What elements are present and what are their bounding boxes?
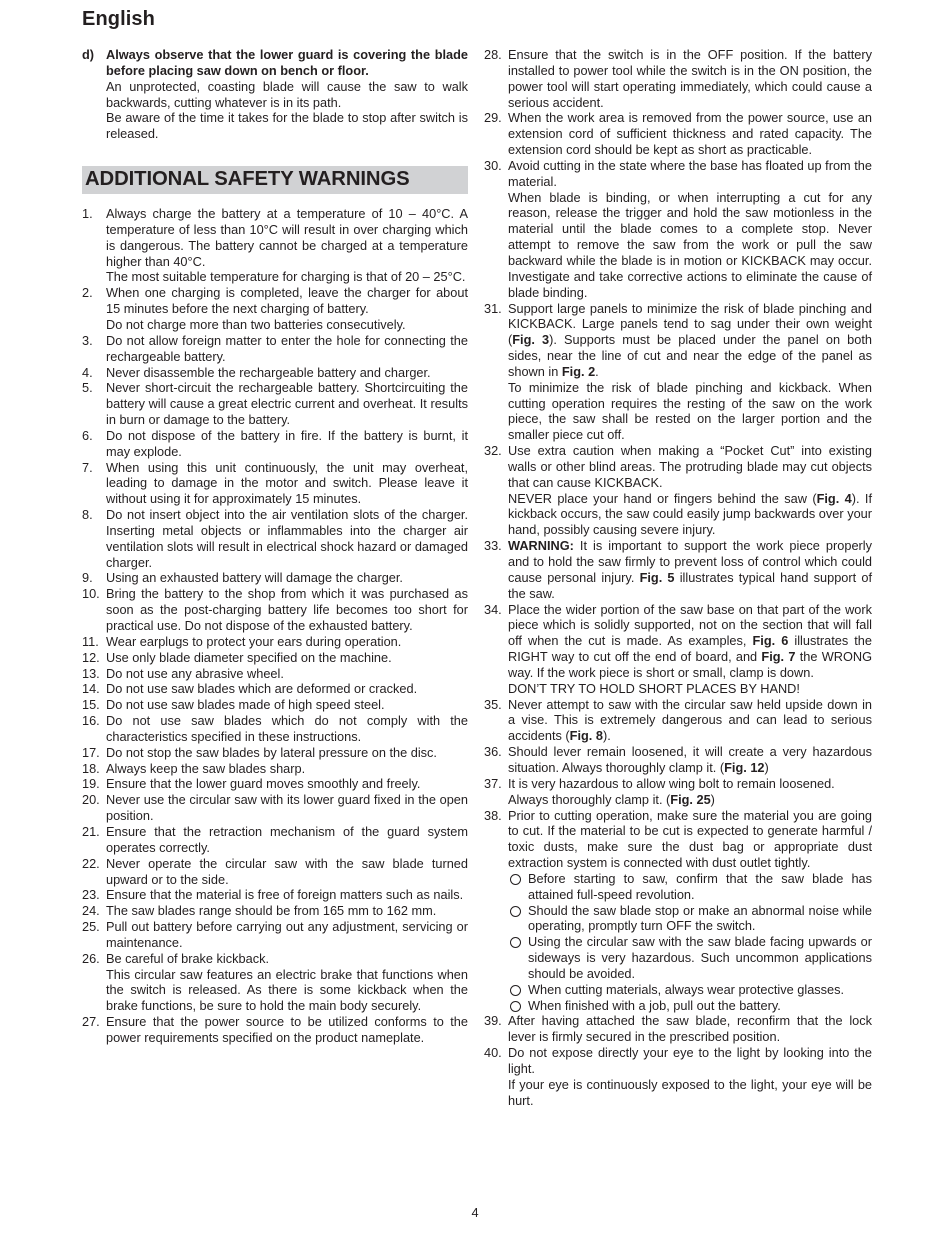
item-number: 5.	[82, 380, 93, 396]
item-text: This circular saw features an electric brake that functions when the switch is released. As there is some kickback when the brake functions, be sure to hold the main body securely.	[106, 966, 468, 1014]
list-item-30	[484, 158, 872, 301]
list-item	[82, 586, 468, 634]
item-number: 10.	[82, 586, 100, 602]
item-text: Always thoroughly clamp it. (Fig. 25)	[508, 791, 715, 807]
item-text: When blade is binding, or when interrupting a cut for any reason, release the trigger and hold the saw motionless in the material until the blade comes to a complete stop. Never attempt to remove the saw from the work or pull the saw backward while the blade is in motion or KICKBACK may occur. Investigate and take corrective actions to eliminate the cause of blade binding.	[508, 189, 872, 300]
bullet-text: Using the circular saw with the saw blade facing upwards or sideways is very hazardous. Such uncommon applications should be avoided.	[528, 934, 872, 981]
item-number: 16.	[82, 713, 100, 729]
item-text: Do not dispose of the battery in fire. If the battery is burnt, it may explode.	[106, 427, 468, 459]
list-item	[82, 460, 468, 508]
list-item	[82, 650, 468, 666]
intro-paragraph: Be aware of the time it takes for the blade to stop after switch is released.	[106, 110, 468, 142]
intro-bold-warning: Always observe that the lower guard is covering the blade before placing saw down on bench or floor.	[106, 47, 468, 78]
item-number: 30.	[484, 157, 502, 173]
item-text: Do not expose directly your eye to the light by looking into the light.	[508, 1045, 872, 1076]
item-text: NEVER place your hand or fingers behind the saw (Fig. 4). If kickback occurs, the saw could easily jump backwards over your hand, possibly causing severe injury.	[508, 490, 872, 538]
list-item-37	[484, 776, 872, 808]
list-item-40	[484, 1045, 872, 1108]
item-text: Place the wider portion of the saw base on that part of the work piece which is solidly supported, not on the section that will fall off when the cut is made. As examples, Fig. 6 illustrates the RIGHT way to cut off the end of board, and Fig. 7 the WRONG way. If the work piece is short or small, clamp is down.	[508, 601, 872, 680]
figure-reference: Fig. 2	[561, 363, 596, 379]
item-text: Never operate the circular saw with the saw blade turned upward or to the side.	[106, 855, 468, 887]
item-number: 18.	[82, 760, 100, 776]
bullet-item	[508, 998, 872, 1014]
item-text: Pull out battery before carrying out any adjustment, servicing or maintenance.	[106, 919, 468, 950]
list-item	[82, 285, 468, 333]
item-text: Never attempt to saw with the circular saw held upside down in a vise. This is extremely dangerous and can lead to serious accidents (Fig. 8).	[508, 696, 872, 744]
item-text: The most suitable temperature for charging is that of 20 – 25°C.	[106, 269, 466, 285]
item-number: 21.	[82, 823, 100, 839]
list-item-39	[484, 1013, 872, 1045]
item-number: 13.	[82, 665, 100, 681]
item-number: 32.	[484, 443, 502, 459]
list-item	[82, 761, 468, 777]
list-item-29	[484, 110, 872, 158]
item-text: Do not insert object into the air ventilation slots of the charger. Inserting metal objects or inflammables into the charger air ventilation slots will result in electrical shock hazard or damaged charger.	[106, 507, 468, 570]
item-text: When the work area is removed from the power source, use an extension cord of sufficient thickness and rated capacity. The extension cord should be kept as short as practicable.	[508, 110, 872, 158]
item-text: Ensure that the retraction mechanism of the guard system operates correctly.	[106, 823, 468, 855]
item-text: Do not use saw blades made of high speed steel.	[106, 697, 385, 713]
bullet-item	[508, 982, 872, 998]
item-text: Use extra caution when making a “Pocket Cut” into existing walls or other blind areas. The protruding blade may cut objects that can cause KICKBACK.	[508, 443, 872, 490]
list-item	[82, 903, 468, 919]
list-item	[82, 681, 468, 697]
item-number: 28.	[484, 47, 502, 62]
warnings-list-left	[82, 206, 468, 1046]
item-text: WARNING: It is important to support the work piece properly and to hold the saw firmly to prevent loss of control which could cause personal injury. Fig. 5 illustrates typical hand support of the saw.	[508, 538, 873, 601]
item-text: Do not use any abrasive wheel.	[106, 665, 284, 681]
item-number: 11.	[82, 633, 99, 649]
item-text: Ensure that the material is free of foreign matters such as nails.	[106, 887, 464, 903]
figure-reference: Fig. 5	[639, 569, 675, 585]
bullet-text: When cutting materials, always wear protective glasses.	[528, 981, 845, 997]
page-number: 4	[471, 1205, 479, 1220]
list-item	[82, 570, 468, 586]
section-heading-bar	[82, 166, 468, 194]
left-column	[82, 47, 468, 1046]
list-item-36	[484, 744, 872, 776]
list-item	[82, 333, 468, 365]
item-text: After having attached the saw blade, reconfirm that the lock lever is firmly secured in the prescribed position.	[508, 1013, 872, 1045]
bullet-text: Should the saw blade stop or make an abnormal noise while operating, promptly turn OFF the switch.	[528, 902, 872, 934]
item-number: 29.	[484, 110, 502, 126]
bullet-text: When finished with a job, pull out the battery.	[528, 997, 781, 1013]
item-number: 7.	[82, 459, 93, 475]
item-text: To minimize the risk of blade pinching and kickback. When cutting operation requires the resting of the saw on the work piece, the saw shall be rested on the larger portion and the smaller piece cut off.	[508, 379, 872, 443]
item-number: 34.	[484, 601, 502, 617]
list-item-35	[484, 697, 872, 745]
list-item	[82, 1014, 468, 1046]
item-number: 9.	[82, 570, 93, 586]
item-text: If your eye is continuously exposed to the light, your eye will be hurt.	[508, 1076, 872, 1108]
list-item	[82, 634, 468, 650]
item-number: 1.	[82, 206, 93, 222]
item-text: Be careful of brake kickback.	[106, 950, 269, 966]
figure-reference: Fig. 4	[816, 490, 852, 506]
list-item	[82, 745, 468, 761]
item-text: When using this unit continuously, the unit may overheat, leading to damage in the motor and switch. Please leave it without using it for approximately 15 minutes.	[106, 459, 468, 507]
item-text: Using an exhausted battery will damage the charger.	[106, 570, 403, 586]
item-number: 22.	[82, 855, 100, 871]
circle-bullet-icon	[510, 937, 521, 948]
item-number: 3.	[82, 332, 93, 348]
item-text: Never use the circular saw with its lower guard fixed in the open position.	[106, 792, 468, 824]
item-number: 35.	[484, 696, 502, 712]
item-number: 20.	[82, 792, 100, 808]
list-item	[82, 856, 468, 888]
item-text: Always charge the battery at a temperature of 10 – 40°C. A temperature of less than 10°C will result in over charging which is dangerous. The battery cannot be charged at a temperature higher than 40°C.	[106, 206, 468, 269]
item-number: 2.	[82, 285, 93, 301]
item-text: It is very hazardous to allow wing bolt to remain loosened.	[508, 775, 835, 791]
item-number: 8.	[82, 507, 93, 523]
figure-reference: Fig. 25	[670, 791, 711, 807]
item-number: 6.	[82, 427, 93, 443]
circle-bullet-icon	[510, 985, 521, 996]
bullet-item	[508, 871, 872, 903]
list-item-38	[484, 808, 872, 1014]
item-number: 40.	[484, 1045, 502, 1061]
item-number: 36.	[484, 744, 502, 760]
item-text: Do not use saw blades which do not comply with the characteristics specified in these instructions.	[106, 713, 468, 744]
item-number: 12.	[82, 649, 100, 665]
list-item	[82, 666, 468, 682]
intro-paragraph: An unprotected, coasting blade will cause the saw to walk backwards, cutting whatever is in its path.	[106, 78, 468, 110]
item-text: Ensure that the lower guard moves smoothly and freely.	[106, 776, 421, 792]
item-number: 31.	[484, 300, 502, 316]
figure-reference: Fig. 3	[512, 332, 550, 348]
item-text: The saw blades range should be from 165 mm to 162 mm.	[106, 903, 437, 919]
circle-bullet-icon	[510, 1001, 521, 1012]
warning-label: WARNING:	[508, 538, 574, 554]
item-number: 33.	[484, 538, 502, 554]
item-text: When one charging is completed, leave the charger for about 15 minutes before the next charging of battery.	[106, 285, 468, 317]
item-number: 37.	[484, 775, 502, 791]
item-text: Avoid cutting in the state where the base has floated up from the material.	[508, 157, 872, 189]
intro-item-d	[82, 47, 468, 142]
list-item	[82, 919, 468, 951]
list-item-33	[484, 538, 872, 601]
list-item	[82, 713, 468, 745]
circle-bullet-icon	[510, 874, 521, 885]
item-text: Should lever remain loosened, it will create a very hazardous situation. Always thoroughly clamp it. (Fig. 12)	[508, 744, 872, 775]
item-text: Support large panels to minimize the risk of blade pinching and KICKBACK. Large panels tend to sag under their own weight (Fig. 3). Supports must be placed under the panel on both sides, near the line of cut and near the edge of the panel as shown in Fig. 2.	[508, 300, 872, 379]
item-number: 4.	[82, 364, 93, 380]
list-item	[82, 951, 468, 1014]
item-text: DON’T TRY TO HOLD SHORT PLACES BY HAND!	[508, 680, 800, 696]
item-text: Never disassemble the rechargeable battery and charger.	[106, 364, 431, 380]
item-text: Bring the battery to the shop from which it was purchased as soon as the post-charging battery life becomes too short for practical use. Do not dispose of the exhausted battery.	[106, 586, 468, 633]
item-text: Ensure that the power source to be utilized conforms to the power requirements specified on the product nameplate.	[106, 1014, 468, 1045]
item-text: Wear earplugs to protect your ears during operation.	[106, 633, 402, 649]
item-text: Prior to cutting operation, make sure the material you are going to cut. If the material to be cut is expected to generate harmful / toxic dusts, make sure the dust bag or appropriate dust extraction system is connected with dust outlet tightly.	[508, 807, 872, 871]
item-text: Do not stop the saw blades by lateral pressure on the disc.	[106, 744, 437, 760]
item-text: Ensure that the switch is in the OFF position. If the battery installed to power tool while the switch is in the ON position, the power tool will start operating immediately, which could cause a serious accident.	[508, 47, 872, 110]
item-number: 39.	[484, 1013, 502, 1029]
list-item	[82, 206, 468, 285]
list-item	[82, 428, 468, 460]
list-item	[82, 697, 468, 713]
item-number: 25.	[82, 919, 100, 935]
item-number: 26.	[82, 950, 100, 966]
circle-bullet-icon	[510, 906, 521, 917]
item-letter: d)	[82, 47, 95, 62]
bullet-text: Before starting to saw, confirm that the saw blade has attained full-speed revolution.	[528, 870, 872, 902]
list-item-32	[484, 443, 872, 538]
right-column	[484, 47, 872, 1109]
list-item	[82, 887, 468, 903]
language-header: English	[82, 8, 155, 30]
item-number: 38.	[484, 807, 502, 823]
list-item	[82, 365, 468, 381]
item-text: Do not allow foreign matter to enter the hole for connecting the rechargeable battery.	[106, 332, 468, 364]
figure-reference: Fig. 8	[569, 728, 603, 744]
list-item	[82, 507, 468, 570]
list-item	[82, 824, 468, 856]
figure-reference: Fig. 7	[761, 649, 796, 665]
item-text: Always keep the saw blades sharp.	[106, 760, 306, 776]
list-item	[82, 776, 468, 792]
item-number: 27.	[82, 1014, 100, 1030]
figure-reference: Fig. 12	[724, 759, 765, 775]
item-number: 23.	[82, 887, 100, 903]
bullet-item	[508, 934, 872, 982]
item-number: 24.	[82, 903, 100, 919]
item-number: 15.	[82, 697, 100, 713]
list-item	[82, 792, 468, 824]
list-item-34	[484, 602, 872, 697]
section-heading: ADDITIONAL SAFETY WARNINGS	[85, 168, 410, 191]
list-item-28	[484, 47, 872, 110]
bullet-item	[508, 903, 872, 935]
item-text: Do not charge more than two batteries consecutively.	[106, 316, 406, 332]
item-number: 17.	[82, 744, 100, 760]
item-text: Use only blade diameter specified on the machine.	[106, 649, 392, 665]
figure-reference: Fig. 6	[752, 633, 789, 649]
item-text: Never short-circuit the rechargeable battery. Shortcircuiting the battery will cause a great electric current and overheat. It results in burn or damage to the battery.	[106, 380, 468, 428]
list-item	[82, 380, 468, 428]
item-number: 14.	[82, 681, 100, 697]
item-number: 19.	[82, 776, 100, 792]
item-text: Do not use saw blades which are deformed or cracked.	[106, 681, 418, 697]
list-item-31	[484, 301, 872, 444]
